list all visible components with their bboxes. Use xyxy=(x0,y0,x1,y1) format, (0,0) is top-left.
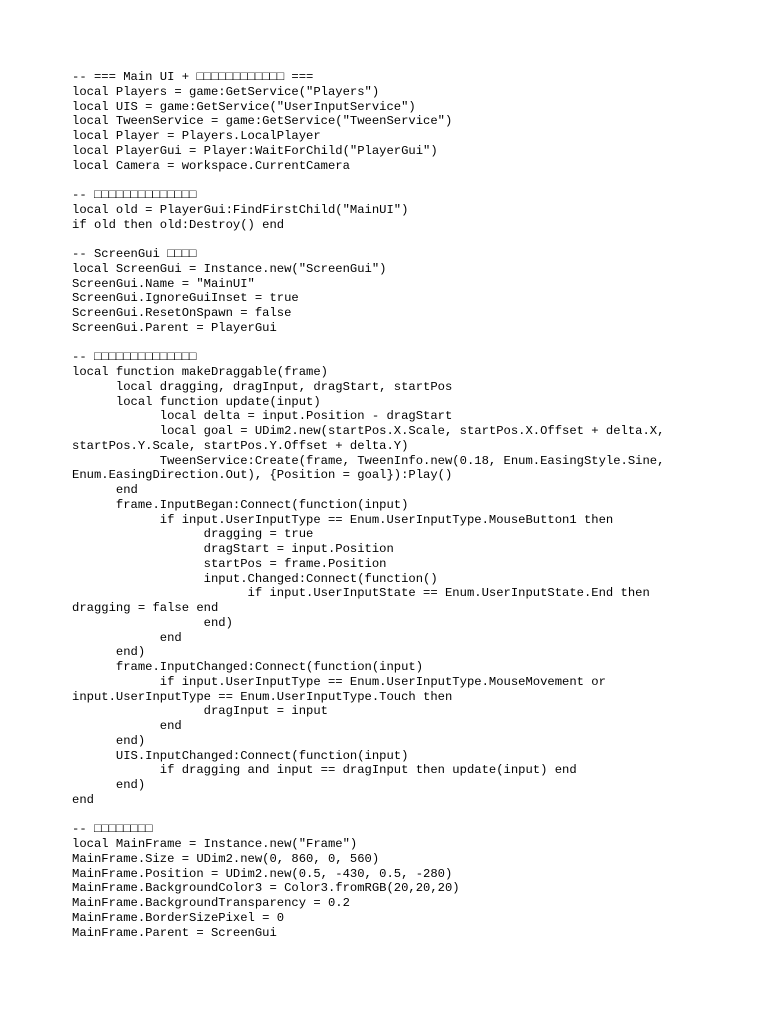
code-line: if old then old:Destroy() end xyxy=(72,217,285,232)
code-line: input.Changed:Connect(function() xyxy=(72,571,438,586)
code-line: dragStart = input.Position xyxy=(72,542,394,556)
code-line: local delta = input.Position - dragStart xyxy=(72,409,453,424)
code-line: end xyxy=(72,719,182,733)
code-line: if input.UserInputState == Enum.UserInputState.End then xyxy=(72,586,650,601)
blank-line xyxy=(72,232,692,247)
code-line: local Players = game:GetService("Players") xyxy=(72,84,380,99)
code-line: local dragging, dragInput, dragStart, startPos xyxy=(72,379,453,394)
code-line: MainFrame.BackgroundColor3 = Color3.fromRGB(20,20,20) xyxy=(72,881,460,896)
code-line: frame.InputChanged:Connect(function(input) xyxy=(72,660,424,674)
code-line: startPos.Y.Scale, startPos.Y.Offset + delta.Y) xyxy=(72,438,409,453)
blank-line xyxy=(72,173,692,188)
code-line: local function makeDraggable(frame) xyxy=(72,365,328,379)
code-line: ScreenGui.Name = "MainUI" xyxy=(72,276,255,291)
code-line: end) xyxy=(72,778,146,792)
code-line: -- ScreenGui □□□□ xyxy=(72,247,197,261)
blank-line xyxy=(72,808,692,823)
code-line: -- □□□□□□□□ xyxy=(72,822,153,837)
code-line: end) xyxy=(72,733,146,748)
code-line: if dragging and input == dragInput then update(input) end xyxy=(72,763,577,778)
code-line: MainFrame.Parent = ScreenGui xyxy=(72,925,277,940)
code-line: input.UserInputType == Enum.UserInputType.Touch then xyxy=(72,689,453,704)
code-line: end xyxy=(72,630,182,645)
code-line: local function update(input) xyxy=(72,394,321,409)
code-line: TweenService:Create(frame, TweenInfo.new(0.18, Enum.EasingStyle.Sine, xyxy=(72,453,665,468)
code-line: local TweenService = game:GetService("TweenService") xyxy=(72,114,453,129)
code-line: dragInput = input xyxy=(72,704,328,719)
code-line: end) xyxy=(72,615,233,630)
code-line: end xyxy=(72,483,138,497)
blank-line xyxy=(72,336,692,351)
code-line: MainFrame.BackgroundTransparency = 0.2 xyxy=(72,896,350,910)
code-line: MainFrame.Size = UDim2.new(0, 860, 0, 560) xyxy=(72,851,380,866)
code-line: local PlayerGui = Player:WaitForChild("PlayerGui") xyxy=(72,143,438,158)
code-line: local MainFrame = Instance.new("Frame") xyxy=(72,837,358,851)
code-line: dragging = false end xyxy=(72,601,219,615)
code-line: local UIS = game:GetService("UserInputService") xyxy=(72,99,416,114)
code-line: local ScreenGui = Instance.new("ScreenGui") xyxy=(72,261,387,276)
code-line: Enum.EasingDirection.Out), {Position = goal}):Play() xyxy=(72,468,453,483)
code-line: ScreenGui.IgnoreGuiInset = true xyxy=(72,291,299,306)
code-line: -- □□□□□□□□□□□□□□ xyxy=(72,350,197,365)
code-line: end xyxy=(72,792,94,807)
code-line: MainFrame.BorderSizePixel = 0 xyxy=(72,910,285,925)
code-line: ScreenGui.ResetOnSpawn = false xyxy=(72,306,292,320)
code-line: local Camera = workspace.CurrentCamera xyxy=(72,158,350,173)
code-line: UIS.InputChanged:Connect(function(input) xyxy=(72,748,409,763)
code-line: if input.UserInputType == Enum.UserInputType.MouseButton1 then xyxy=(72,512,614,527)
code-line: local old = PlayerGui:FindFirstChild("MainUI") xyxy=(72,202,409,217)
code-line: ScreenGui.Parent = PlayerGui xyxy=(72,320,277,335)
code-line: local goal = UDim2.new(startPos.X.Scale, startPos.X.Offset + delta.X, xyxy=(72,424,665,438)
code-line: end) xyxy=(72,645,146,660)
code-line: -- □□□□□□□□□□□□□□ xyxy=(72,188,197,202)
code-line: dragging = true xyxy=(72,527,314,542)
code-line: -- === Main UI + □□□□□□□□□□□□ === xyxy=(72,70,314,84)
code-line: frame.InputBegan:Connect(function(input) xyxy=(72,497,409,512)
code-line: if input.UserInputType == Enum.UserInputType.MouseMovement or xyxy=(72,674,606,689)
code-line: local Player = Players.LocalPlayer xyxy=(72,129,321,143)
code-line: startPos = frame.Position xyxy=(72,556,387,571)
code-document xyxy=(72,70,692,940)
code-line: MainFrame.Position = UDim2.new(0.5, -430, 0.5, -280) xyxy=(72,866,453,881)
